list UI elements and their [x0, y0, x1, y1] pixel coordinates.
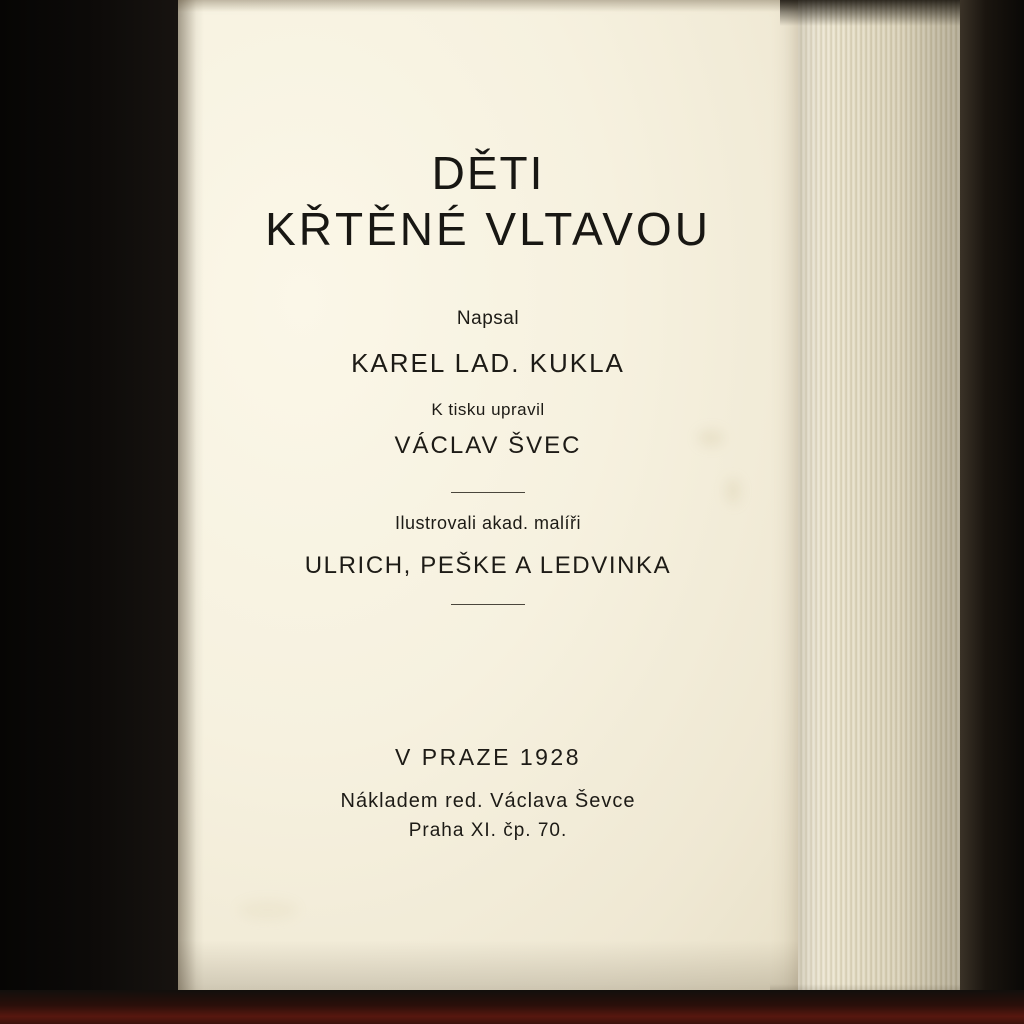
ornament-rule-top: [451, 492, 525, 493]
ornament-rule-bottom: [451, 604, 525, 605]
title-line-1: DĚTI: [431, 147, 545, 199]
background-right-dark: [960, 0, 1024, 1024]
title-page-content: [178, 0, 798, 1000]
author-label: Napsal: [456, 308, 520, 329]
illustrators-label: Ilustrovali akad. malíři: [394, 513, 582, 533]
page-title: [178, 146, 798, 258]
author-name: KAREL LAD. KUKLA: [351, 348, 625, 378]
editor-label: K tisku upravil: [431, 400, 545, 419]
background-bottom-strip: [0, 990, 1024, 1024]
editor-name: VÁCLAV ŠVEC: [394, 432, 582, 459]
imprint-place-year: V PRAZE 1928: [395, 744, 581, 770]
illustrators-names: ULRICH, PEŠKE A LEDVINKA: [304, 552, 672, 579]
fore-edge-top-shadow: [780, 0, 980, 26]
imprint-publisher: Nákladem red. Václava Ševce: [340, 790, 636, 812]
fore-edge-shading: [798, 0, 966, 1004]
background-left-dark: [0, 0, 178, 1024]
title-page: [178, 0, 798, 1000]
title-line-2: KŘTĚNÉ VLTAVOU: [265, 203, 711, 255]
imprint-address: Praha XI. čp. 70.: [408, 820, 568, 841]
